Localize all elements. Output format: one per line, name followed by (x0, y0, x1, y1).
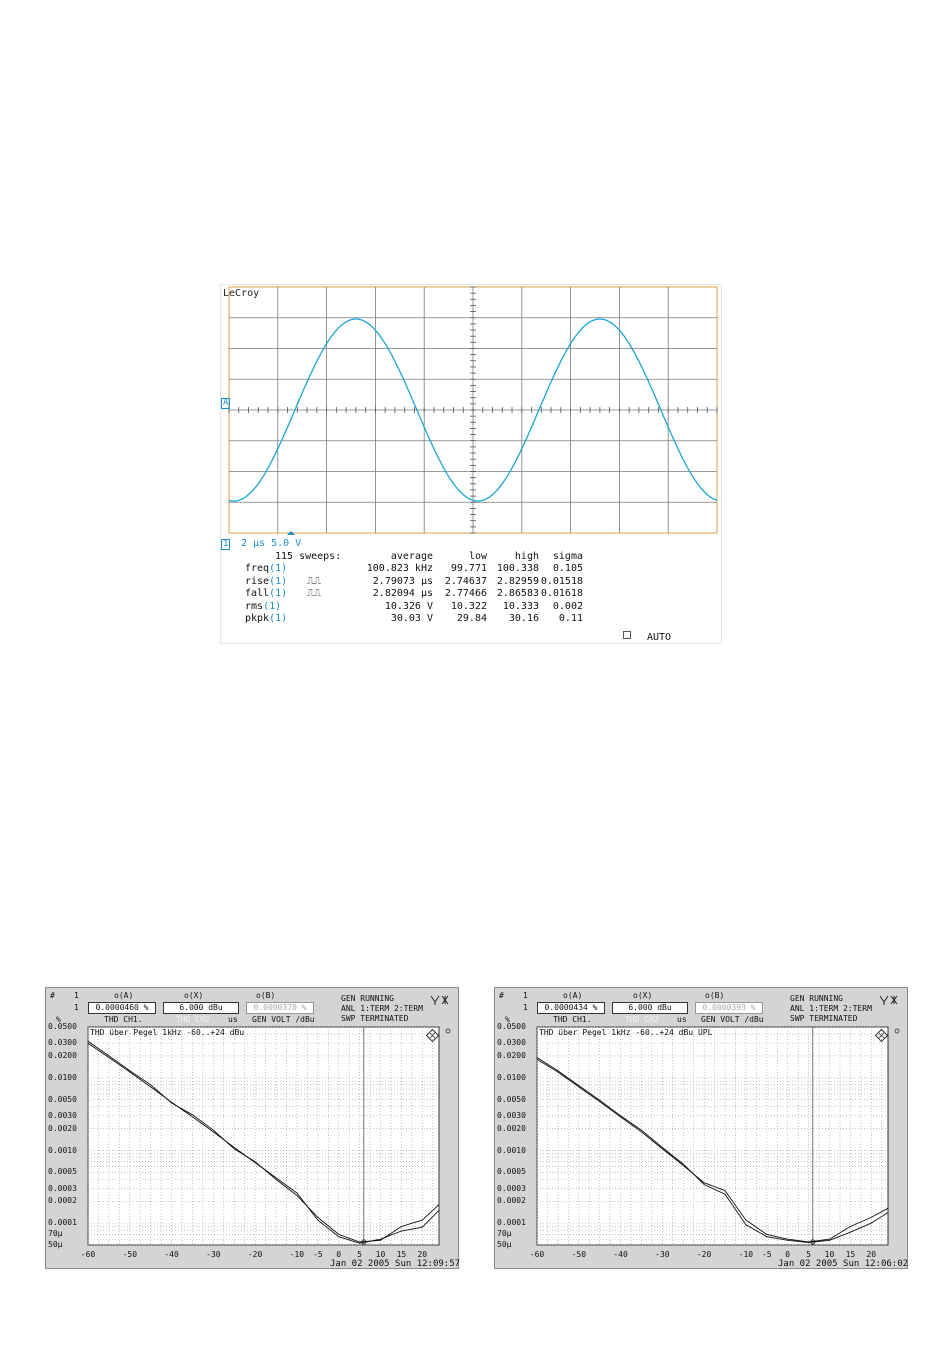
status-line-1: GEN RUNNING (341, 994, 394, 1003)
row-hash: # (499, 991, 504, 1000)
auto-checkbox[interactable] (623, 631, 631, 639)
measurement-label: freq (245, 563, 270, 575)
instrument-icons (431, 996, 448, 1005)
x-tick-label: -20 (696, 1250, 712, 1259)
x-tick-label: -10 (738, 1250, 754, 1259)
x-tick-label: 10 (375, 1250, 386, 1259)
header-low: low (468, 551, 487, 562)
rohde-schwarz-logo-icon (426, 1029, 439, 1042)
column-x-header: o(X) (184, 991, 204, 1000)
row-index: 1 (523, 991, 528, 1000)
column-b-header: o(B) (705, 991, 725, 1000)
x-tick-label: -50 (122, 1250, 138, 1259)
audio-analyzer-panel-1 (45, 987, 459, 1269)
measurement-sigma: 0.002 (552, 600, 583, 612)
y-tick-label: 0.0300 (48, 1038, 77, 1048)
scope-brand-label: LeCroy (223, 288, 260, 299)
status-line-2: ANL 1:TERM 2:TERM (341, 1004, 423, 1013)
x-tick-label: 5 (806, 1250, 811, 1259)
measurement-name: rms(1) (245, 600, 282, 612)
measurement-average: 2.79073 µs (372, 575, 433, 587)
y-tick-label: 0.0200 (48, 1050, 77, 1060)
header-average: average (390, 551, 433, 562)
measurement-icon: ⎍⎍ (307, 575, 321, 587)
trigger-level-marker: A (223, 398, 229, 408)
y-tick-label: 50µ (48, 1240, 63, 1249)
column-a-header: o(A) (563, 991, 583, 1000)
y-tick-label: 0.0020 (48, 1123, 77, 1133)
measurement-sigma: 0.01518 (540, 575, 583, 587)
instrument-icons (880, 996, 897, 1005)
auto-label: AUTO (647, 632, 672, 643)
value-b-field: 0.0000393 % (695, 1002, 763, 1014)
measurement-sigma: 0.105 (552, 563, 583, 575)
x-tick-label: -30 (655, 1250, 670, 1259)
measurement-low: 2.77466 (444, 588, 487, 600)
value-a-field: 0.0000434 % (537, 1002, 605, 1014)
subheader-a: THD CH1. (553, 1015, 592, 1024)
timestamp-1: Jan 02 2005 Sun 12:09:57 (330, 1259, 461, 1269)
measurement-icon: ⎍⎍ (307, 588, 321, 600)
measurement-low: 2.74637 (444, 575, 487, 587)
status-line-3: SWP TERMINATED (790, 1014, 858, 1023)
measurement-label: rise (245, 575, 270, 587)
measurement-average: 100.823 kHz (366, 563, 433, 575)
measurement-low: 99.771 (450, 563, 487, 575)
y-tick-label: 0.0500 (497, 1022, 526, 1031)
status-line-1: GEN RUNNING (790, 994, 843, 1003)
value-a-field: 0.0000460 % (88, 1002, 156, 1014)
y-tick-label: 70µ (48, 1229, 63, 1239)
y-tick-label: 0.0100 (48, 1072, 77, 1082)
subheader-c: GEN VOLT /dBu (701, 1015, 764, 1024)
header-high: high (514, 551, 539, 562)
sweeps-count: 115 sweeps: (275, 551, 342, 562)
y-tick-label: 0.0200 (497, 1050, 526, 1060)
y-tick-label: 0.0300 (497, 1038, 526, 1048)
timestamp-2: Jan 02 2005 Sun 12:06:02 (778, 1259, 909, 1269)
plot-title: THD über Pegel 1kHz -60..+24 dBu UPL (539, 1028, 713, 1037)
status-line-2: ANL 1:TERM 2:TERM (790, 1004, 872, 1013)
y-tick-label: 0.0003 (497, 1183, 526, 1193)
scroll-indicator-icon (895, 1029, 899, 1033)
audio-analyzer-panel-2 (494, 987, 908, 1269)
column-b-header: o(B) (256, 991, 276, 1000)
y-tick-label: 70µ (497, 1229, 512, 1239)
timebase-readout: 2 µs 5.0 V (241, 538, 302, 549)
measurement-name: rise(1) (245, 575, 288, 587)
y-tick-label: 0.0050 (497, 1094, 526, 1104)
y-tick-label: 0.0010 (48, 1145, 77, 1155)
x-tick-label: 0 (336, 1250, 342, 1259)
column-a-header: o(A) (114, 991, 134, 1000)
scroll-indicator-icon (446, 1029, 450, 1033)
header-sigma: sigma (552, 551, 583, 562)
y-tick-label: 0.0010 (497, 1145, 526, 1155)
row-index-2: 1 (523, 1003, 528, 1012)
y-unit-label: % (56, 1015, 61, 1024)
x-tick-label: -40 (164, 1250, 179, 1259)
y-tick-label: 0.0001 (497, 1218, 526, 1228)
measurement-name: pkpk(1) (245, 612, 288, 624)
value-x-field: 6.000 dBu (163, 1002, 239, 1014)
subheader-b-dim: THD CH2 (625, 1015, 659, 1024)
x-tick-label: 5 (357, 1250, 362, 1259)
x-tick-label: -20 (247, 1250, 263, 1259)
row-index-2: 1 (74, 1003, 79, 1012)
measurement-low: 10.322 (450, 600, 487, 612)
x-tick-label: 10 (824, 1250, 835, 1259)
measurement-low: 29.84 (456, 612, 487, 624)
status-line-3: SWP TERMINATED (341, 1014, 409, 1023)
measurement-high: 100.338 (496, 563, 539, 575)
measurement-name: freq(1) (245, 563, 288, 575)
x-tick-label: 15 (396, 1250, 407, 1259)
y-tick-label: 0.0003 (48, 1183, 77, 1193)
measurement-label: rms (245, 600, 264, 612)
y-tick-label: 0.0002 (497, 1196, 526, 1206)
column-x-header: o(X) (633, 991, 653, 1000)
subheader-b-unit: us (228, 1015, 238, 1024)
x-tick-label: -10 (289, 1250, 305, 1259)
measurement-high: 10.333 (502, 600, 539, 612)
channel-badge: 1 (223, 539, 229, 549)
y-tick-label: 0.0100 (497, 1072, 526, 1082)
x-tick-label: -5 (761, 1250, 772, 1259)
measurement-sigma: 0.01618 (540, 588, 583, 600)
subheader-b-dim: THD CH2 (176, 1015, 210, 1024)
value-b-field: 0.0000370 % (246, 1002, 314, 1014)
subheader-a: THD CH1. (104, 1015, 143, 1024)
y-tick-label: 0.0500 (48, 1022, 77, 1031)
x-tick-label: 15 (845, 1250, 856, 1259)
plot-title: THD über Pegel 1kHz -60..+24 dBu (90, 1028, 245, 1037)
y-unit-label: % (505, 1015, 510, 1024)
measurement-high: 2.86583 (496, 588, 539, 600)
x-tick-label: -30 (206, 1250, 221, 1259)
y-tick-label: 0.0050 (48, 1094, 77, 1104)
y-tick-label: 50µ (497, 1240, 512, 1249)
y-tick-label: 0.0005 (497, 1167, 526, 1177)
y-tick-label: 0.0030 (48, 1110, 77, 1120)
y-tick-label: 0.0001 (48, 1218, 77, 1228)
measurement-average: 10.326 V (384, 600, 433, 612)
subheader-c: GEN VOLT /dBu (252, 1015, 315, 1024)
measurement-sigma: 0.11 (558, 612, 583, 624)
x-tick-label: -40 (613, 1250, 628, 1259)
measurement-high: 2.82959 (496, 575, 539, 587)
y-tick-label: 0.0020 (497, 1123, 526, 1133)
measurement-average: 2.82094 µs (372, 588, 433, 600)
row-hash: # (50, 991, 55, 1000)
x-tick-label: 20 (866, 1250, 877, 1259)
value-x-field: 6.000 dBu (612, 1002, 688, 1014)
x-tick-label: -5 (312, 1250, 323, 1259)
x-tick-label: -60 (80, 1250, 96, 1259)
x-tick-label: 20 (417, 1250, 428, 1259)
x-tick-label: -50 (571, 1250, 587, 1259)
measurement-high: 30.16 (508, 612, 539, 624)
measurement-average: 30.03 V (390, 612, 433, 624)
x-tick-label: 0 (785, 1250, 791, 1259)
measurement-label: pkpk (245, 612, 270, 624)
y-tick-label: 0.0030 (497, 1110, 526, 1120)
y-tick-label: 0.0005 (48, 1167, 77, 1177)
oscilloscope-screen (220, 284, 722, 644)
row-index: 1 (74, 991, 79, 1000)
auto-toggle[interactable] (623, 631, 671, 643)
x-tick-label: -60 (529, 1250, 545, 1259)
measurement-label: fall (245, 588, 270, 600)
subheader-b-unit: us (677, 1015, 687, 1024)
rohde-schwarz-logo-icon (875, 1029, 888, 1042)
y-tick-label: 0.0002 (48, 1196, 77, 1206)
measurement-name: fall(1) (245, 588, 288, 600)
